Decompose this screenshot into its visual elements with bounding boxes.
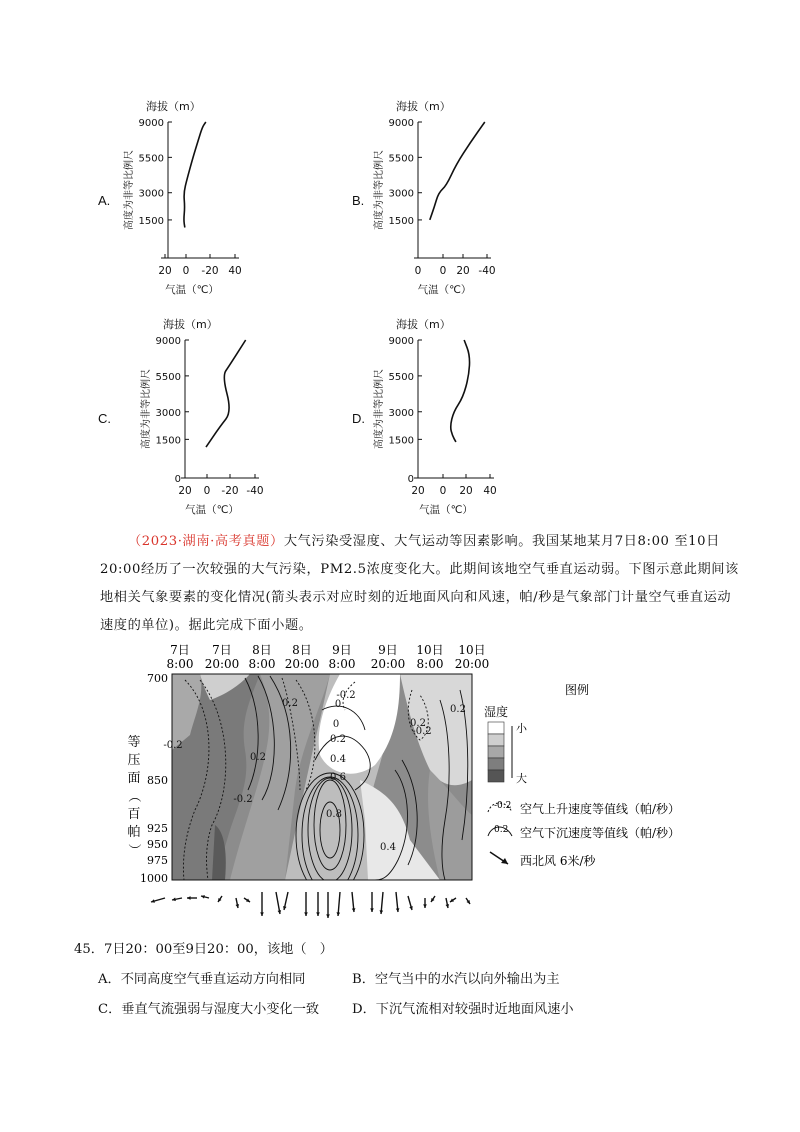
y-tick-label: 5500	[138, 153, 164, 165]
humidity-swatch	[488, 734, 504, 746]
y-axis-title-char: 面	[127, 771, 141, 786]
humidity-swatch	[488, 746, 504, 758]
option-b[interactable]: B．空气当中的水汽以向外输出为主	[352, 972, 560, 987]
x-axis-title: 气温（℃）	[419, 504, 473, 516]
option-letter-b: B.	[352, 193, 365, 208]
temp-chart-d	[372, 317, 497, 516]
humidity-swatch	[488, 722, 504, 734]
humidity-shading	[172, 674, 472, 880]
y-axis-title: 海拔（m）	[396, 318, 451, 331]
y-tick-label: 5500	[388, 371, 414, 383]
meteorological-figure	[0, 640, 800, 920]
time-day-label: 7日	[170, 643, 190, 657]
contour-value-label: 0	[332, 719, 340, 730]
time-hour-label: 8:00	[166, 657, 194, 671]
y-tick-label: 9000	[388, 118, 414, 129]
y-axis-title-char: 压	[127, 753, 141, 768]
option-a[interactable]: A．不同高度空气垂直运动方向相同	[98, 972, 306, 987]
option-letter-a: A.	[98, 193, 111, 208]
legend-up-value: -0.2	[494, 801, 512, 811]
x-axis-title: 气温（℃）	[185, 504, 239, 516]
x-tick-label: 40	[228, 265, 242, 277]
option-d[interactable]: D．下沉气流相对较强时近地面风速小	[352, 1002, 574, 1017]
scale-note: 高度为非等比例尺	[374, 369, 385, 449]
contour-value-label: 0.2	[282, 698, 298, 709]
passage	[100, 528, 740, 640]
y-axis-title-char: （	[126, 789, 141, 803]
y-tick-label: 0	[407, 474, 414, 485]
option-c[interactable]: C．垂直气流强弱与湿度大小变化一致	[98, 1002, 320, 1017]
legend-large: 大	[516, 772, 527, 785]
wind-arrowhead	[396, 908, 400, 912]
humidity-swatch	[488, 758, 504, 770]
x-tick-label: 0	[439, 265, 447, 277]
y-tick-label: 1500	[388, 215, 414, 227]
pressure-tick-label: 700	[147, 672, 168, 685]
contour-value-label: -0.2	[412, 726, 432, 737]
x-tick-label: 20	[456, 265, 470, 277]
y-axis-title: 海拔（m）	[146, 100, 201, 113]
temperature-curve	[451, 340, 470, 442]
humidity-swatch	[488, 770, 504, 782]
time-day-label: 10日	[458, 643, 486, 657]
question-stem: 45．7日20：00至9日20：00，该地（ ）	[74, 942, 333, 957]
x-tick-label: 0	[414, 265, 422, 277]
pressure-tick-label: 975	[147, 854, 168, 867]
x-tick-label: 0	[182, 265, 190, 277]
x-tick-label: -40	[246, 485, 264, 497]
y-tick-label: 5500	[388, 153, 414, 165]
wind-arrowhead	[423, 904, 427, 908]
legend-down-value: 0.2	[494, 825, 509, 835]
wind-arrowhead	[380, 910, 384, 914]
time-hour-label: 20:00	[370, 657, 406, 671]
wind-arrowhead	[260, 912, 264, 916]
x-tick-label: 0	[203, 485, 211, 497]
passage-source: （2023·湖南·高考真题）	[128, 534, 284, 549]
contour-value-label: 0.2	[330, 734, 346, 745]
y-tick-label: 3000	[155, 407, 181, 419]
pressure-tick-label: 850	[147, 774, 168, 787]
time-day-label: 7日	[212, 643, 232, 657]
scale-note: 高度为非等比例尺	[374, 150, 385, 230]
x-tick-label: -20	[221, 485, 239, 497]
wind-arrowhead	[336, 912, 340, 916]
y-axis-title-char: ）	[126, 843, 141, 857]
temp-chart-c	[139, 317, 264, 516]
contour-value-label: 0	[334, 699, 342, 710]
time-day-label: 10日	[416, 643, 444, 657]
time-hour-label: 8:00	[416, 657, 444, 671]
y-tick-label: 3000	[388, 407, 414, 419]
x-axis-title: 气温（℃）	[417, 284, 472, 296]
legend-down-text: 空气下沉速度等值线（帕/秒）	[520, 826, 681, 840]
y-tick-label: 9000	[138, 118, 164, 129]
y-axis-title: 海拔（m）	[396, 100, 451, 113]
time-hour-label: 8:00	[248, 657, 276, 671]
y-tick-label: 1500	[138, 215, 164, 227]
x-tick-label: -40	[478, 265, 496, 277]
temperature-curve	[184, 122, 206, 228]
y-axis-title-char: 百	[127, 807, 141, 822]
y-tick-label: 3000	[388, 188, 414, 200]
scale-note: 高度为非等比例尺	[124, 150, 135, 230]
x-tick-label: 40	[483, 485, 497, 497]
contour-value-label: 0.4	[330, 754, 346, 765]
x-tick-label: 20	[158, 265, 172, 277]
legend-title: 图例	[565, 683, 590, 697]
legend-small: 小	[516, 722, 527, 735]
wind-arrowhead	[187, 896, 191, 900]
contour-value-label: 0.8	[326, 809, 342, 820]
y-axis-title-char: 帕	[127, 825, 141, 840]
pressure-tick-label: 950	[147, 838, 168, 851]
time-hour-label: 20:00	[284, 657, 320, 671]
time-hour-label: 8:00	[328, 657, 356, 671]
contour-value-label: 0.2	[410, 718, 426, 729]
passage-text: 大气污染受湿度、大气运动等因素影响。我国某地某月7日8:00 至10日20:00经历了一次较强的大气污染，PM2.5浓度变化大。此期间该地空气垂直运动弱。下图示意此期间该地相关气象要素的变化情况(箭头表示对应时刻的近地面风向和风速，帕/秒是气象部门计量空气垂直运动速度的单位)。据此完成下面小题。	[100, 534, 739, 633]
contour-value-label: -0.2	[233, 794, 253, 805]
x-tick-label: 20	[411, 485, 425, 497]
time-hour-label: 20:00	[454, 657, 490, 671]
time-day-label: 9日	[332, 643, 352, 657]
scale-note: 高度为非等比例尺	[141, 369, 152, 449]
y-tick-label: 0	[174, 474, 181, 485]
legend-up-text: 空气上升速度等值线（帕/秒）	[520, 802, 681, 816]
time-day-label: 8日	[292, 643, 312, 657]
x-axis-title: 气温（℃）	[165, 284, 219, 296]
y-tick-label: 9000	[155, 336, 181, 347]
wind-arrowhead	[352, 908, 356, 912]
time-day-label: 9日	[378, 643, 398, 657]
y-tick-label: 1500	[388, 435, 414, 447]
wind-arrowhead	[370, 908, 374, 912]
contour-value-label: 0.2	[450, 704, 466, 715]
y-tick-label: 9000	[388, 336, 414, 347]
y-axis-title-char: 等	[127, 735, 141, 750]
y-tick-label: 1500	[155, 435, 181, 447]
temp-chart-a	[122, 99, 242, 296]
wind-arrowhead	[316, 912, 320, 916]
contour-value-label: 0.6	[330, 772, 346, 783]
legend-wind-arrowhead	[501, 858, 508, 864]
contour-value-label: 0.4	[380, 842, 396, 853]
y-tick-label: 3000	[138, 188, 164, 200]
x-tick-label: 20	[459, 485, 473, 497]
option-letter-c: C.	[98, 411, 111, 426]
temperature-curve	[206, 340, 246, 447]
pressure-tick-label: 925	[147, 822, 168, 835]
legend-humidity-label: 湿度	[484, 705, 509, 719]
wind-arrow	[338, 892, 340, 916]
wind-arrowhead	[326, 914, 330, 918]
x-tick-label: 0	[439, 485, 447, 497]
wind-arrowhead	[304, 912, 308, 916]
temperature-curve	[430, 122, 485, 220]
legend-wind-text: 西北风 6米/秒	[520, 854, 596, 868]
y-axis-title: 海拔（m）	[163, 318, 218, 331]
contour-value-label: -0.2	[163, 740, 183, 751]
contour-value-label: 0.2	[250, 752, 266, 763]
option-letter-d: D.	[352, 411, 365, 426]
pressure-tick-label: 1000	[140, 872, 168, 885]
time-hour-label: 20:00	[204, 657, 240, 671]
x-tick-label: -20	[201, 265, 219, 277]
contour-value-label: -0.2	[336, 690, 356, 701]
y-tick-label: 5500	[155, 371, 181, 383]
temperature-profile-charts	[0, 0, 800, 520]
temp-chart-b	[372, 99, 496, 296]
x-tick-label: 20	[178, 485, 192, 497]
time-day-label: 8日	[252, 643, 272, 657]
